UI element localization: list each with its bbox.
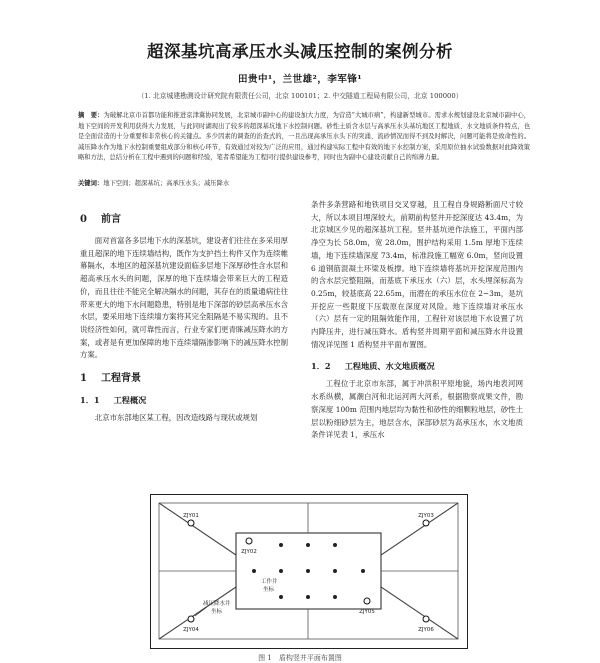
- keywords: [78, 179, 530, 189]
- column-point: [333, 569, 337, 573]
- paper-affiliation: （1. 北京城建勘测设计研究院有限责任公司，北京 100101；2. 中交隧道工程局有限公司，北京 100000）: [137, 92, 463, 100]
- continued-paragraph: 条件多条营路和地铁项目交叉穿越，且工程自身规路断面尺寸较大，所以本项目埋深较大，前期前构竖井开挖深度达 43.4m，为北京城区少见的超深基坑工程。竖井基坑逆作法施工，平面内部净空为长 58.0m，宽 28.0m，围护结构采用 1.5m 厚地下连续墙，地下连续墙深度 73.4m，标准段施工幅宽 6.0m，竖向设置 6 道钢筋混凝土环梁及板撑。地下连续墙将基坑开挖深度范围内的含水层完整阻隔，而基底下承压水（六）层，水头埋深标高为 0.25m，较基底高 22.65m，而潜在的承压水位在 2~3m，是坑开挖应一些限度下压载原在深度对风险。地下连续墙对承压水（六）层有一定的阻隔效能作用，工程针对该层地下水设置了坑内降压井，进行减压降水。盾构竖井周期平面和减压降水井设置情况详见图 1 盾构竖井平面布置图。: [311, 200, 523, 349]
- section-number: 0: [80, 214, 87, 225]
- intro-paragraph: 面对首富各多层地下水的深基坑，建设者们往往在多采用厚重且超深的地下连续墙结构，既作为支护挡土构件又作为连续帷幕隔水，本地区的超深基坑建设面临多层地下深厚砂性含水层和超高承压水头的问题，深厚的地下连续墙会带来巨大的工程造价，而且往往不能完全解决隔水的问题，其存在的质量通病往往带来更大的地下水问题隐患，特别是地下深部的砂层高承压水含水层，要采用地下连续墙方案将其完全阻隔是不易实现的。且不说经济性如何，就可靠性而言，行业专家们更青睐减压降水的方案，或者是有更加保障的地下连续墙隔渗影响下的减压降水控制方案。: [80, 236, 288, 360]
- label-work-shaft-coord: 坐标: [263, 587, 275, 593]
- shaft-plan-drawing: [151, 495, 466, 647]
- column-point: [306, 569, 310, 573]
- well-zjy04-marker: [188, 616, 194, 622]
- keywords-label: 关键词：: [78, 180, 104, 187]
- section-number: 1: [80, 373, 87, 385]
- label-zjy04: ZJY04: [183, 627, 199, 633]
- right-column: [311, 199, 523, 442]
- subsection-title: 工程地质、水文地质概况: [344, 361, 435, 372]
- column-point: [361, 569, 365, 573]
- column-point: [306, 595, 310, 599]
- leader-line: [195, 607, 207, 616]
- label-relief-well: 减压降水井: [203, 601, 231, 607]
- label-zjy01: ZJY01: [183, 513, 199, 519]
- well-zjy03-marker: [423, 520, 429, 526]
- subsection-number: 1．1: [80, 395, 100, 406]
- paper-title: 超深基坑高承压水头减压控制的案例分析: [147, 42, 453, 61]
- abstract: [78, 111, 530, 164]
- keywords-text: 地下空间；超深基坑；高承压水头；减压降水: [103, 180, 230, 187]
- shaft-plan-figure: [150, 494, 468, 649]
- column-point: [333, 595, 337, 599]
- label-work-shaft: 工作井: [261, 579, 278, 585]
- label-zjy06: ZJY06: [418, 627, 434, 633]
- subsection-heading-geology: [311, 360, 523, 372]
- section-title: 前言: [100, 214, 121, 225]
- section-heading-intro: [80, 213, 288, 227]
- column-point: [279, 543, 283, 547]
- subsection-heading-overview: [80, 394, 288, 406]
- label-relief-well-coord: 坐标: [211, 609, 223, 615]
- column-point: [306, 543, 310, 547]
- label-zjy05: ZJY05: [359, 609, 375, 615]
- well-zjy05-marker: [364, 598, 370, 604]
- column-point: [279, 569, 283, 573]
- corner-brace: [381, 503, 458, 555]
- well-zjy06-marker: [423, 616, 429, 622]
- label-zjy03: ZJY03: [418, 513, 434, 519]
- left-column: [80, 207, 288, 425]
- subsection-title: 工程概况: [113, 395, 147, 406]
- column-point: [333, 543, 337, 547]
- abstract-label: 摘 要：: [78, 112, 104, 119]
- geology-paragraph: 工程位于北京市东部，属于冲洪积平原地貌，场内地表河网水系纵横，属潮白河和北运河两大河系，根据勘察成果文件，勘察深度 100m 范围内地层均为黏性和砂性的细颗粒地层，砂性土层以粉细砂层为主，地层含水，深部砂层为高承压水，水文地质条件详见表 1，承压水: [311, 379, 523, 440]
- subsection-number: 1．2: [311, 361, 331, 372]
- abstract-text: 为破解北京市首都功能和推进京津冀协同发展，北京城市副中心的建设加大力度，为营造“大城市病”，构建新型城市。需求水规划建设北京城市副中心，地下空间的开发利用获得大力发展，与此同时湖现出了较多的超深基坑地下水控制问题。砂性土质含水层与高承压水头基坑地区工程地质、水文地质条件特点，也是全面营造的十分重要和非常核心的关键点。多少因素的调查的治查式的，一且出现高承压水头下的突涌、流砂情况而得不到及时解决，问题可能将是致命性的。减压降水作为地下水控制重要组成部分和核心环节，有效通过对较为广泛的应用，通过构建实际工程中有效的地下水控制方案，采用原位抽水试验数据对此降效策略和方法，总结分析在工程中遇到的问题和经验，笔者希望能为工程同行提供建设参考，同时也为副中心建设贡献自己的绵薄力量。: [78, 112, 530, 162]
- label-zjy02: ZJY02: [241, 549, 257, 555]
- corner-brace: [159, 503, 236, 555]
- overview-paragraph: 北京市东部地区某工程，因改造线路与现状或规划: [94, 413, 258, 423]
- paper-authors: 田贵中¹，兰世雄²，李军锋¹: [238, 74, 362, 85]
- figure-caption: 图 1 盾构竖井平面布置图: [258, 654, 342, 662]
- section-heading-background: [80, 372, 288, 386]
- well-zjy01-marker: [188, 520, 194, 526]
- well-zjy02-marker: [246, 538, 252, 544]
- section-title: 工程背景: [100, 373, 141, 385]
- column-point: [279, 595, 283, 599]
- column-point: [252, 569, 256, 573]
